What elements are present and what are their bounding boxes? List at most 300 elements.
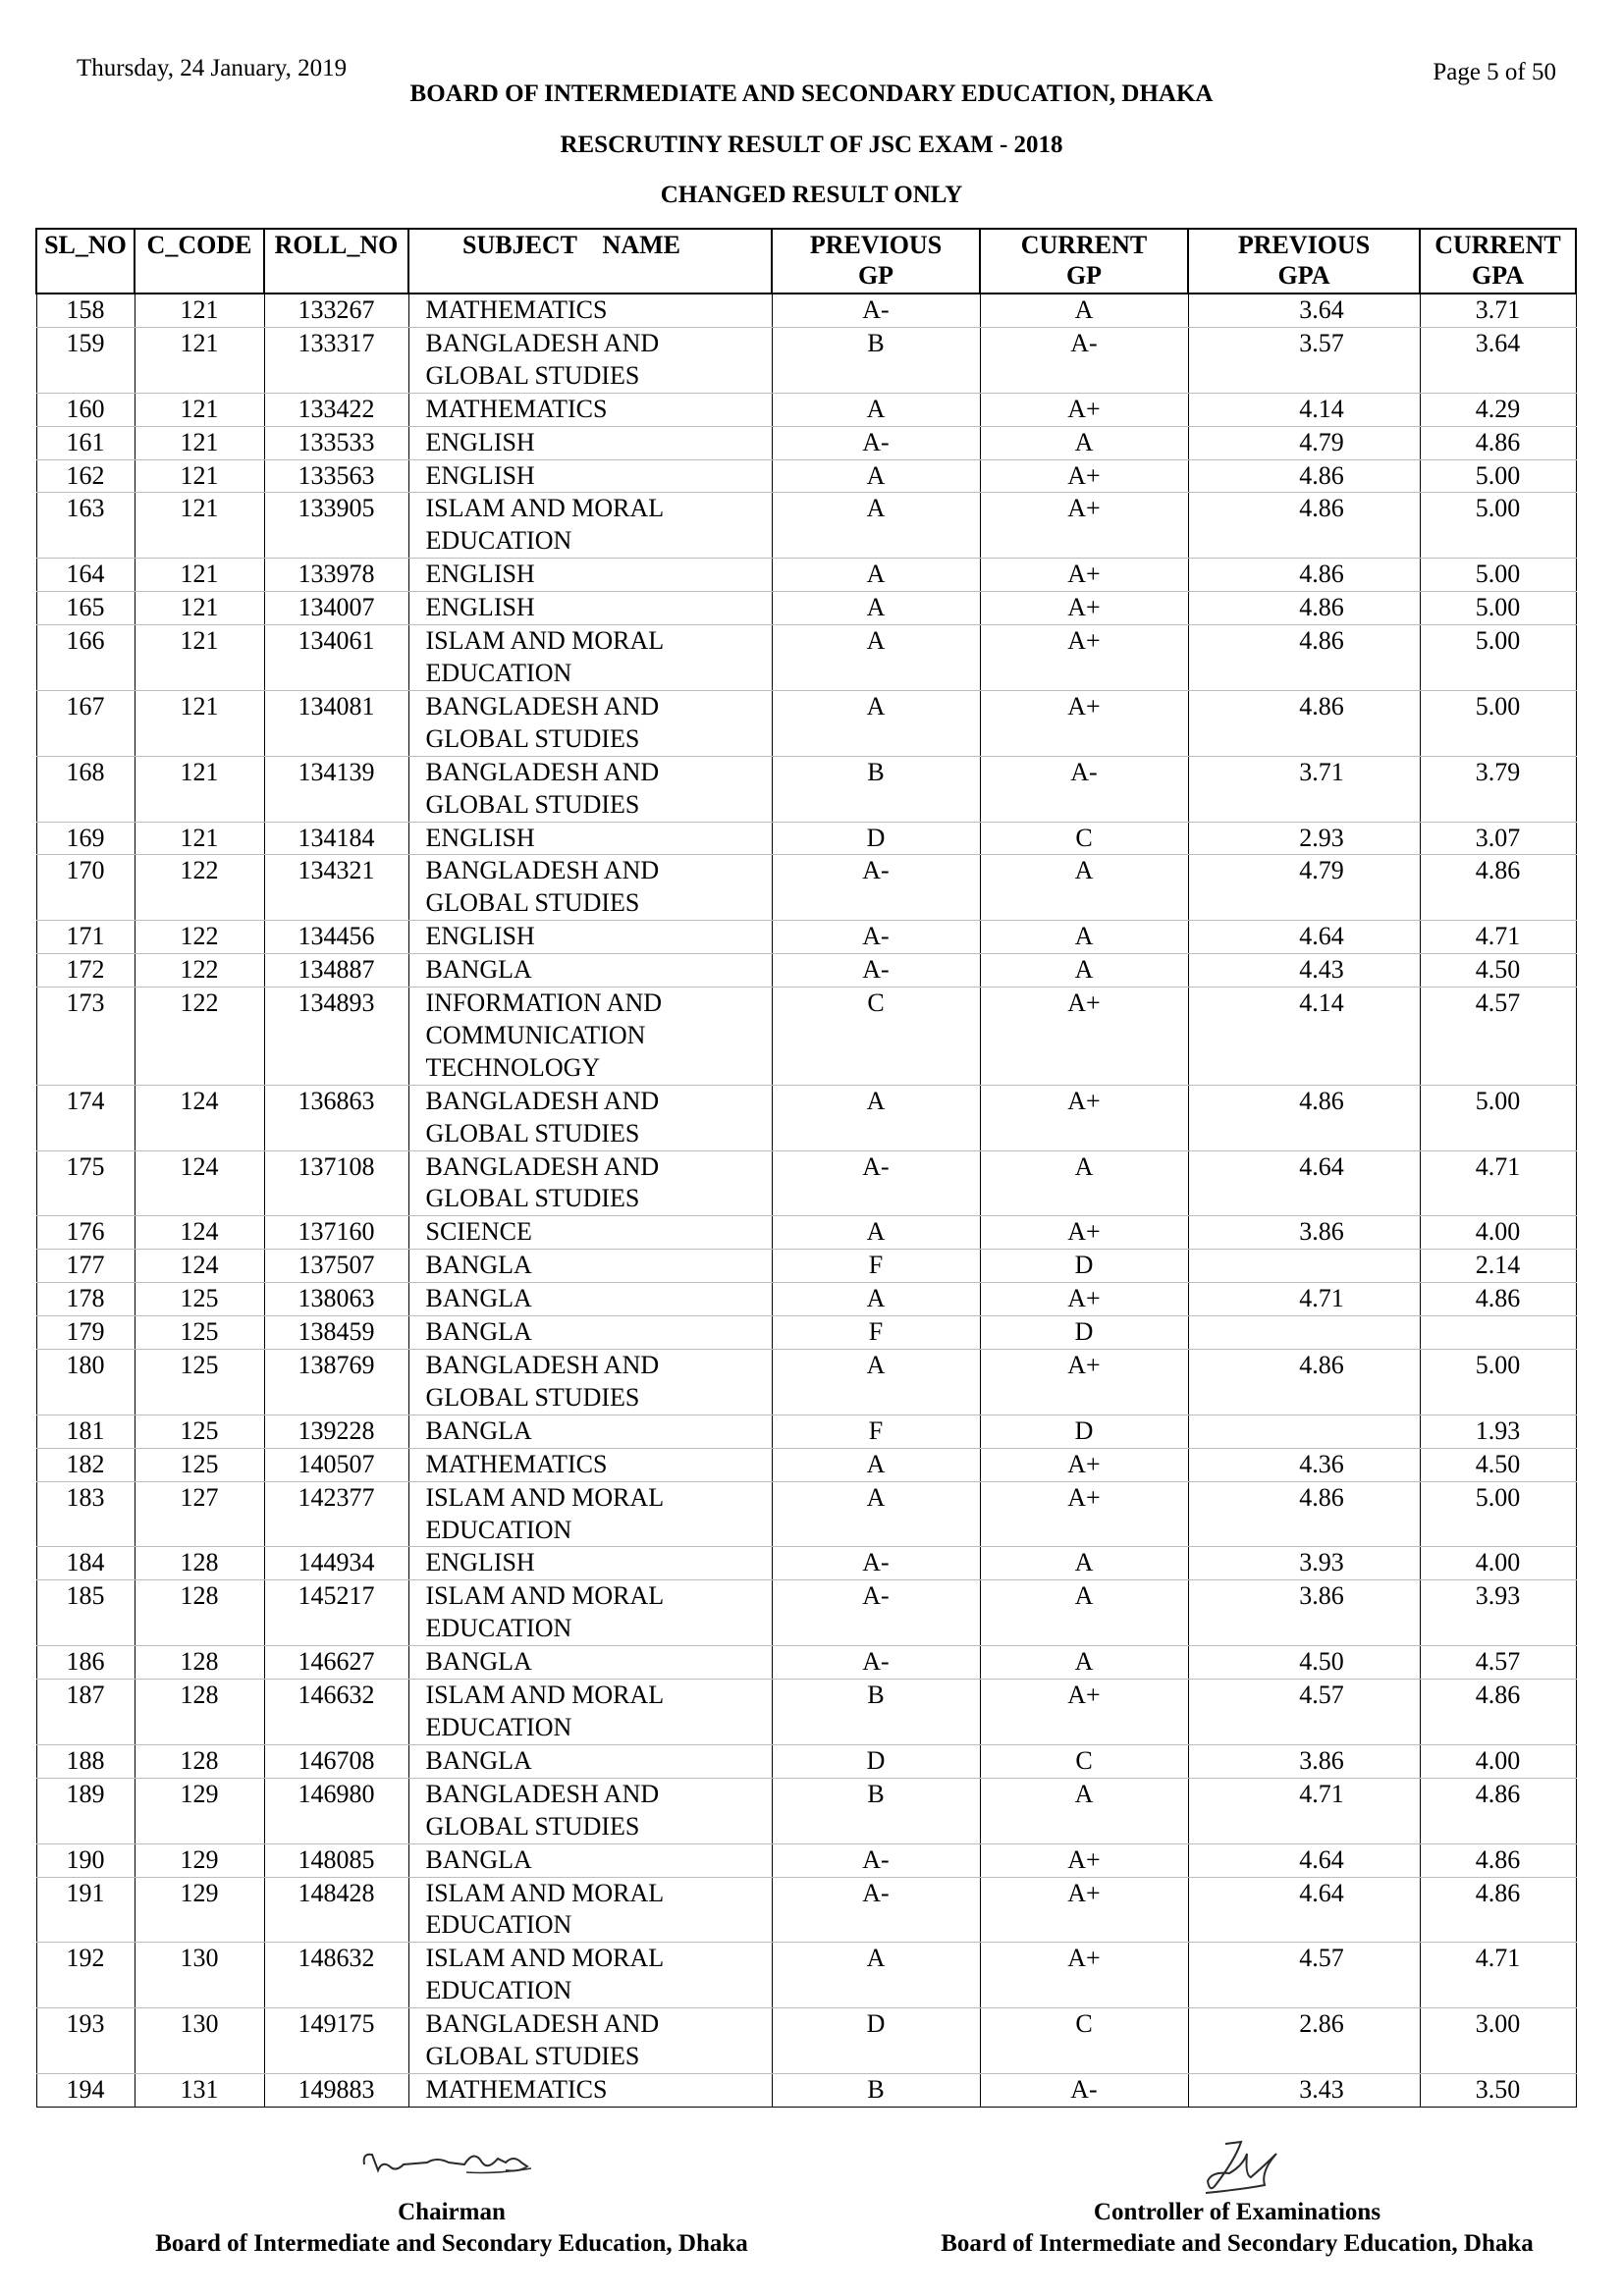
cell-roll-no: 134456 <box>264 921 408 954</box>
cell-current-gp: A+ <box>980 1350 1188 1415</box>
cell-current-gp: A- <box>980 756 1188 822</box>
cell-c-code: 129 <box>135 1843 264 1877</box>
cell-roll-no: 145217 <box>264 1580 408 1646</box>
cell-previous-gpa: 3.86 <box>1188 1744 1420 1778</box>
cell-current-gp: C <box>980 2008 1188 2074</box>
chairman-org: Board of Intermediate and Secondary Education, Dhaka <box>155 2230 748 2257</box>
cell-previous-gp: A <box>772 1350 980 1415</box>
cell-subject-name <box>408 1283 772 1316</box>
subject-line: EDUCATION <box>425 1614 572 1643</box>
cell-sl-no: 159 <box>36 327 135 393</box>
cell-current-gpa: 3.79 <box>1420 756 1576 822</box>
cell-sl-no: 169 <box>36 822 135 855</box>
cell-c-code: 121 <box>135 294 264 327</box>
cell-sl-no: 165 <box>36 592 135 625</box>
cell-roll-no: 133563 <box>264 459 408 493</box>
cell-c-code: 121 <box>135 559 264 592</box>
subject-line: COMMUNICATION <box>425 1020 646 1049</box>
cell-current-gp: A <box>980 1778 1188 1843</box>
table-header-row <box>36 229 1576 294</box>
cell-subject-name <box>408 1778 772 1843</box>
cell-roll-no: 139228 <box>264 1415 408 1448</box>
subject-line: MATHEMATICS <box>425 2074 608 2104</box>
cell-previous-gp: A <box>772 459 980 493</box>
cell-current-gpa: 5.00 <box>1420 690 1576 756</box>
chairman-signature <box>358 2143 545 2188</box>
subject-line: GLOBAL STUDIES <box>425 360 640 390</box>
cell-sl-no: 176 <box>36 1216 135 1250</box>
col-header-current-gpa-line2: GPA <box>1472 261 1524 290</box>
cell-current-gp: A <box>980 426 1188 459</box>
cell-sl-no: 180 <box>36 1350 135 1415</box>
cell-roll-no: 138769 <box>264 1350 408 1415</box>
cell-previous-gpa: 2.93 <box>1188 822 1420 855</box>
subject-line: EDUCATION <box>425 1515 572 1544</box>
exam-title: RESCRUTINY RESULT OF JSC EXAM - 2018 <box>560 132 1063 158</box>
cell-roll-no: 133422 <box>264 393 408 426</box>
cell-previous-gp: A- <box>772 294 980 327</box>
cell-previous-gp: F <box>772 1415 980 1448</box>
subject-line: BANGLADESH AND <box>425 2009 660 2039</box>
controller-title: Controller of Examinations <box>1093 2199 1381 2225</box>
cell-subject-name <box>408 327 772 393</box>
table-row <box>36 625 1576 691</box>
cell-current-gp: A+ <box>980 690 1188 756</box>
cell-roll-no: 134893 <box>264 988 408 1086</box>
cell-subject-name <box>408 1448 772 1481</box>
cell-c-code: 128 <box>135 1744 264 1778</box>
cell-previous-gpa: 4.43 <box>1188 954 1420 988</box>
cell-subject-name <box>408 1680 772 1745</box>
col-header-subject-name: SUBJECT NAME <box>408 229 772 294</box>
cell-current-gpa: 4.50 <box>1420 954 1576 988</box>
cell-subject-name <box>408 1943 772 2008</box>
cell-roll-no: 144934 <box>264 1547 408 1580</box>
table-row <box>36 426 1576 459</box>
cell-sl-no: 160 <box>36 393 135 426</box>
table-row <box>36 459 1576 493</box>
cell-previous-gp: A <box>772 1943 980 2008</box>
cell-sl-no: 173 <box>36 988 135 1086</box>
cell-current-gpa: 3.00 <box>1420 2008 1576 2074</box>
table-row <box>36 327 1576 393</box>
subject-line: EDUCATION <box>425 1976 572 2005</box>
cell-subject-name <box>408 756 772 822</box>
subject-line: GLOBAL STUDIES <box>425 1382 640 1412</box>
cell-current-gpa: 2.14 <box>1420 1250 1576 1283</box>
cell-sl-no: 191 <box>36 1877 135 1943</box>
cell-previous-gp: B <box>772 756 980 822</box>
table-row <box>36 988 1576 1086</box>
cell-current-gp: A <box>980 1150 1188 1216</box>
cell-subject-name <box>408 493 772 559</box>
cell-subject-name <box>408 2073 772 2107</box>
cell-subject-name <box>408 855 772 921</box>
cell-previous-gp: A <box>772 493 980 559</box>
cell-sl-no: 193 <box>36 2008 135 2074</box>
cell-previous-gp: A- <box>772 1646 980 1680</box>
cell-current-gpa: 5.00 <box>1420 625 1576 691</box>
cell-previous-gp: F <box>772 1316 980 1350</box>
cell-sl-no: 163 <box>36 493 135 559</box>
subject-line: ENGLISH <box>425 823 535 852</box>
cell-current-gpa: 5.00 <box>1420 493 1576 559</box>
cell-current-gpa: 4.86 <box>1420 1843 1576 1877</box>
cell-current-gpa: 4.57 <box>1420 988 1576 1086</box>
cell-subject-name <box>408 393 772 426</box>
cell-subject-name <box>408 426 772 459</box>
subject-line: ISLAM AND MORAL <box>425 1878 665 1907</box>
subject-line: BANGLADESH AND <box>425 1351 660 1379</box>
cell-previous-gpa <box>1188 1415 1420 1448</box>
cell-subject-name <box>408 1580 772 1646</box>
cell-previous-gp: A- <box>772 426 980 459</box>
cell-sl-no: 161 <box>36 426 135 459</box>
cell-c-code: 124 <box>135 1216 264 1250</box>
cell-current-gpa: 4.50 <box>1420 1448 1576 1481</box>
subject-line: GLOBAL STUDIES <box>425 789 640 819</box>
cell-sl-no: 183 <box>36 1481 135 1547</box>
cell-current-gpa: 4.00 <box>1420 1216 1576 1250</box>
cell-sl-no: 171 <box>36 921 135 954</box>
subject-line: EDUCATION <box>425 658 572 687</box>
cell-c-code: 122 <box>135 921 264 954</box>
subject-line: MATHEMATICS <box>425 1449 608 1478</box>
cell-previous-gpa: 4.64 <box>1188 1843 1420 1877</box>
cell-current-gpa: 3.93 <box>1420 1580 1576 1646</box>
cell-subject-name <box>408 1085 772 1150</box>
subject-line: ENGLISH <box>425 460 535 490</box>
cell-current-gp: A <box>980 1646 1188 1680</box>
cell-current-gp: A+ <box>980 393 1188 426</box>
subject-line: ENGLISH <box>425 922 535 951</box>
col-header-previous-gp-line1: PREVIOUS <box>809 231 943 259</box>
cell-roll-no: 133533 <box>264 426 408 459</box>
cell-roll-no: 133267 <box>264 294 408 327</box>
cell-previous-gpa: 4.86 <box>1188 559 1420 592</box>
cell-sl-no: 166 <box>36 625 135 691</box>
cell-c-code: 121 <box>135 327 264 393</box>
subject-line: MATHEMATICS <box>425 394 608 423</box>
cell-roll-no: 149883 <box>264 2073 408 2107</box>
cell-previous-gpa: 3.86 <box>1188 1580 1420 1646</box>
subject-line: ISLAM AND MORAL <box>425 494 665 523</box>
cell-roll-no: 133317 <box>264 327 408 393</box>
cell-current-gp: D <box>980 1415 1188 1448</box>
subject-line: BANGLA <box>425 1284 532 1313</box>
cell-current-gp: A+ <box>980 592 1188 625</box>
subject-line: BANGLA <box>425 955 532 985</box>
cell-sl-no: 170 <box>36 855 135 921</box>
cell-subject-name <box>408 822 772 855</box>
cell-previous-gpa <box>1188 1250 1420 1283</box>
cell-current-gpa: 4.00 <box>1420 1547 1576 1580</box>
col-header-current-gpa-line1: CURRENT <box>1434 231 1561 259</box>
table-row <box>36 1316 1576 1350</box>
cell-sl-no: 182 <box>36 1448 135 1481</box>
cell-previous-gpa: 4.79 <box>1188 426 1420 459</box>
cell-previous-gpa <box>1188 1316 1420 1350</box>
table-row <box>36 1250 1576 1283</box>
cell-current-gpa <box>1420 1316 1576 1350</box>
cell-previous-gpa: 3.93 <box>1188 1547 1420 1580</box>
cell-roll-no: 148085 <box>264 1843 408 1877</box>
cell-previous-gpa: 3.86 <box>1188 1216 1420 1250</box>
cell-c-code: 122 <box>135 954 264 988</box>
table-row <box>36 1778 1576 1843</box>
cell-sl-no: 186 <box>36 1646 135 1680</box>
cell-subject-name <box>408 625 772 691</box>
table-row <box>36 294 1576 327</box>
col-header-previous-gpa-line1: PREVIOUS <box>1237 231 1371 259</box>
table-row <box>36 822 1576 855</box>
cell-sl-no: 194 <box>36 2073 135 2107</box>
table-row <box>36 1680 1576 1745</box>
cell-current-gp: A+ <box>980 1283 1188 1316</box>
cell-roll-no: 149175 <box>264 2008 408 2074</box>
table-row <box>36 1085 1576 1150</box>
cell-current-gpa: 5.00 <box>1420 1481 1576 1547</box>
table-row <box>36 921 1576 954</box>
cell-c-code: 125 <box>135 1316 264 1350</box>
cell-previous-gp: A- <box>772 855 980 921</box>
cell-current-gpa: 3.07 <box>1420 822 1576 855</box>
cell-current-gp: A+ <box>980 1448 1188 1481</box>
cell-previous-gp: B <box>772 1680 980 1745</box>
cell-current-gp: C <box>980 822 1188 855</box>
subject-line: ISLAM AND MORAL <box>425 1482 665 1512</box>
cell-sl-no: 174 <box>36 1085 135 1150</box>
cell-current-gp: A- <box>980 2073 1188 2107</box>
subject-line: BANGLA <box>425 1647 532 1677</box>
subject-line: ENGLISH <box>425 427 535 456</box>
cell-previous-gp: A <box>772 1283 980 1316</box>
col-header-current-gp <box>980 229 1188 294</box>
cell-subject-name <box>408 1547 772 1580</box>
cell-sl-no: 164 <box>36 559 135 592</box>
cell-previous-gpa: 4.64 <box>1188 1877 1420 1943</box>
cell-subject-name <box>408 1843 772 1877</box>
table-row <box>36 1481 1576 1547</box>
cell-roll-no: 134061 <box>264 625 408 691</box>
cell-sl-no: 192 <box>36 1943 135 2008</box>
cell-c-code: 128 <box>135 1547 264 1580</box>
cell-current-gp: A <box>980 1547 1188 1580</box>
table-row <box>36 559 1576 592</box>
cell-previous-gp: A- <box>772 954 980 988</box>
cell-previous-gp: A <box>772 393 980 426</box>
page-number: Page 5 of 50 <box>1433 59 1556 85</box>
cell-current-gpa: 4.86 <box>1420 426 1576 459</box>
cell-sl-no: 167 <box>36 690 135 756</box>
cell-previous-gp: A <box>772 1216 980 1250</box>
cell-subject-name <box>408 1415 772 1448</box>
subject-line: GLOBAL STUDIES <box>425 1184 640 1213</box>
cell-current-gpa: 4.29 <box>1420 393 1576 426</box>
table-row <box>36 2008 1576 2074</box>
cell-c-code: 125 <box>135 1350 264 1415</box>
col-header-previous-gp-line2: GP <box>857 261 894 290</box>
cell-roll-no: 134081 <box>264 690 408 756</box>
cell-subject-name <box>408 1646 772 1680</box>
col-header-current-gp-line1: CURRENT <box>1020 231 1148 259</box>
cell-roll-no: 133978 <box>264 559 408 592</box>
col-header-previous-gp <box>772 229 980 294</box>
cell-current-gp: A+ <box>980 1216 1188 1250</box>
cell-current-gp: A+ <box>980 1481 1188 1547</box>
col-header-current-gp-line2: GP <box>1065 261 1103 290</box>
cell-c-code: 122 <box>135 988 264 1086</box>
cell-current-gpa: 5.00 <box>1420 1085 1576 1150</box>
cell-c-code: 125 <box>135 1283 264 1316</box>
cell-current-gpa: 5.00 <box>1420 459 1576 493</box>
cell-current-gpa: 4.86 <box>1420 1877 1576 1943</box>
cell-subject-name <box>408 294 772 327</box>
cell-subject-name <box>408 459 772 493</box>
cell-current-gp: A+ <box>980 559 1188 592</box>
cell-current-gpa: 1.93 <box>1420 1415 1576 1448</box>
col-header-sl-no: SL_NO <box>36 229 135 294</box>
cell-previous-gpa: 4.86 <box>1188 592 1420 625</box>
cell-subject-name <box>408 1350 772 1415</box>
cell-previous-gp: A <box>772 690 980 756</box>
cell-previous-gp: D <box>772 1744 980 1778</box>
cell-c-code: 121 <box>135 690 264 756</box>
cell-c-code: 128 <box>135 1580 264 1646</box>
cell-previous-gp: A <box>772 1481 980 1547</box>
cell-previous-gpa: 4.50 <box>1188 1646 1420 1680</box>
cell-roll-no: 136863 <box>264 1085 408 1150</box>
cell-current-gp: A <box>980 294 1188 327</box>
table-row <box>36 855 1576 921</box>
table-row <box>36 1283 1576 1316</box>
table-row <box>36 1646 1576 1680</box>
subject-line: BANGLA <box>425 1317 532 1347</box>
cell-previous-gp: B <box>772 1778 980 1843</box>
subject-line: ENGLISH <box>425 560 535 589</box>
cell-c-code: 124 <box>135 1085 264 1150</box>
subject-line: ISLAM AND MORAL <box>425 1681 665 1710</box>
cell-roll-no: 137507 <box>264 1250 408 1283</box>
subject-line: SCIENCE <box>425 1217 532 1247</box>
cell-previous-gp: A <box>772 559 980 592</box>
results-table <box>35 228 1577 2108</box>
cell-previous-gpa: 4.71 <box>1188 1778 1420 1843</box>
cell-current-gp: A+ <box>980 1680 1188 1745</box>
subject-line: BANGLA <box>425 1745 532 1775</box>
cell-subject-name <box>408 1150 772 1216</box>
cell-subject-name <box>408 1216 772 1250</box>
cell-sl-no: 187 <box>36 1680 135 1745</box>
cell-previous-gpa: 4.57 <box>1188 1943 1420 2008</box>
subject-line: BANGLADESH AND <box>425 1779 660 1808</box>
cell-previous-gp: C <box>772 988 980 1086</box>
table-row <box>36 1843 1576 1877</box>
subject-line: EDUCATION <box>425 526 572 556</box>
print-date: Thursday, 24 January, 2019 <box>77 55 348 81</box>
cell-previous-gpa: 4.64 <box>1188 921 1420 954</box>
cell-previous-gpa: 3.64 <box>1188 294 1420 327</box>
cell-c-code: 122 <box>135 855 264 921</box>
cell-roll-no: 134887 <box>264 954 408 988</box>
subject-line: ENGLISH <box>425 1548 535 1577</box>
cell-c-code: 121 <box>135 625 264 691</box>
subject-line: BANGLADESH AND <box>425 856 660 885</box>
cell-c-code: 125 <box>135 1448 264 1481</box>
subject-line: BANGLADESH AND <box>425 757 660 786</box>
cell-c-code: 128 <box>135 1680 264 1745</box>
subject-line: ISLAM AND MORAL <box>425 1581 665 1611</box>
table-row <box>36 1415 1576 1448</box>
cell-roll-no: 134139 <box>264 756 408 822</box>
cell-roll-no: 134321 <box>264 855 408 921</box>
cell-c-code: 131 <box>135 2073 264 2107</box>
cell-roll-no: 134184 <box>264 822 408 855</box>
cell-current-gpa: 3.50 <box>1420 2073 1576 2107</box>
subject-line: GLOBAL STUDIES <box>425 1118 640 1148</box>
cell-subject-name <box>408 1744 772 1778</box>
cell-current-gp: A+ <box>980 1085 1188 1150</box>
subject-line: BANGLA <box>425 1844 532 1874</box>
table-row <box>36 1943 1576 2008</box>
cell-roll-no: 146627 <box>264 1646 408 1680</box>
cell-previous-gpa: 2.86 <box>1188 2008 1420 2074</box>
cell-c-code: 121 <box>135 756 264 822</box>
cell-current-gp: A- <box>980 327 1188 393</box>
cell-current-gpa: 4.86 <box>1420 1283 1576 1316</box>
table-row <box>36 756 1576 822</box>
cell-previous-gp: A- <box>772 1547 980 1580</box>
cell-c-code: 121 <box>135 822 264 855</box>
cell-current-gp: A+ <box>980 1943 1188 2008</box>
cell-current-gpa: 4.57 <box>1420 1646 1576 1680</box>
cell-c-code: 128 <box>135 1646 264 1680</box>
cell-subject-name <box>408 954 772 988</box>
cell-current-gp: A+ <box>980 625 1188 691</box>
cell-previous-gpa: 4.86 <box>1188 1085 1420 1150</box>
cell-previous-gpa: 4.86 <box>1188 1350 1420 1415</box>
cell-sl-no: 175 <box>36 1150 135 1216</box>
board-title: BOARD OF INTERMEDIATE AND SECONDARY EDUCATION, DHAKA <box>409 80 1214 107</box>
cell-current-gp: A+ <box>980 493 1188 559</box>
cell-current-gpa: 4.71 <box>1420 1150 1576 1216</box>
cell-current-gp: A <box>980 1580 1188 1646</box>
cell-sl-no: 178 <box>36 1283 135 1316</box>
cell-subject-name <box>408 1316 772 1350</box>
cell-roll-no: 137160 <box>264 1216 408 1250</box>
cell-c-code: 130 <box>135 1943 264 2008</box>
cell-c-code: 121 <box>135 493 264 559</box>
table-row <box>36 1448 1576 1481</box>
cell-roll-no: 137108 <box>264 1150 408 1216</box>
cell-subject-name <box>408 690 772 756</box>
cell-current-gp: A+ <box>980 459 1188 493</box>
cell-current-gp: D <box>980 1250 1188 1283</box>
cell-sl-no: 184 <box>36 1547 135 1580</box>
cell-subject-name <box>408 1877 772 1943</box>
chairman-title: Chairman <box>398 2199 506 2225</box>
cell-current-gpa: 4.86 <box>1420 1778 1576 1843</box>
table-row <box>36 954 1576 988</box>
table-row <box>36 1150 1576 1216</box>
subject-line: BANGLADESH AND <box>425 691 660 721</box>
cell-previous-gpa: 4.86 <box>1188 493 1420 559</box>
cell-previous-gp: A- <box>772 1580 980 1646</box>
cell-roll-no: 138063 <box>264 1283 408 1316</box>
cell-current-gpa: 4.00 <box>1420 1744 1576 1778</box>
cell-previous-gpa: 4.64 <box>1188 1150 1420 1216</box>
subject-line: BANGLA <box>425 1415 532 1445</box>
